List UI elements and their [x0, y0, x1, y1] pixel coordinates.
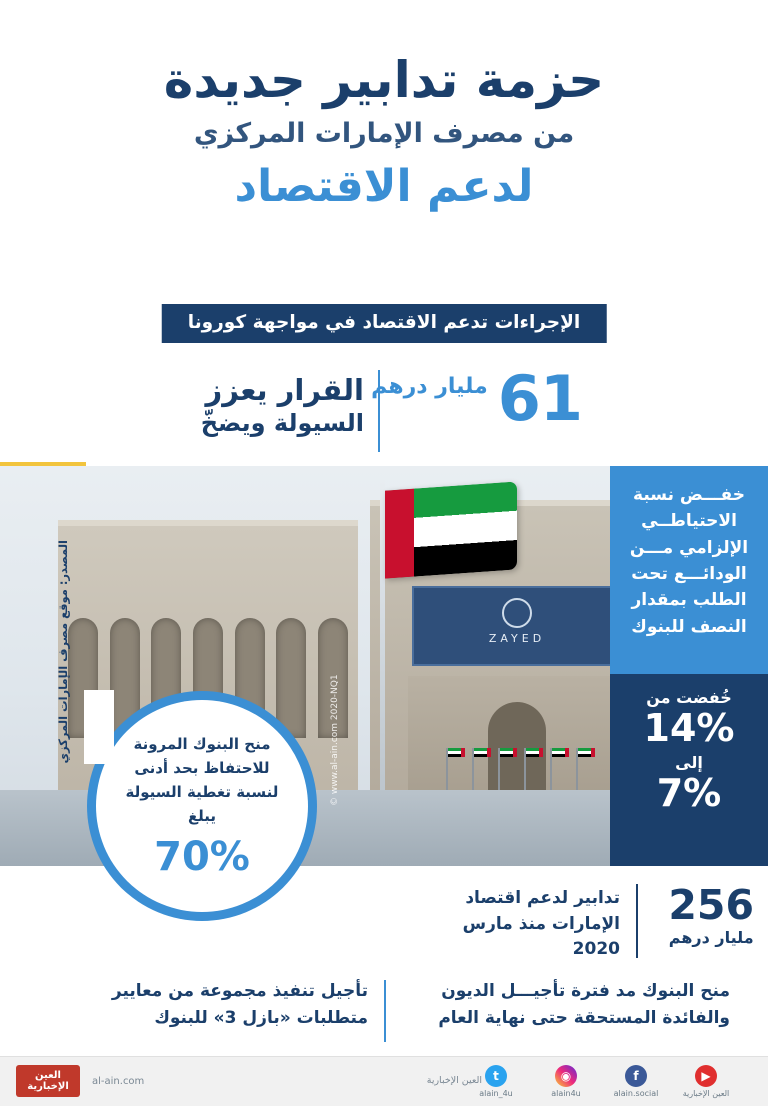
social-handle: alain_4u	[479, 1089, 513, 1098]
brand-logo: العين الإخبارية	[16, 1065, 80, 1097]
highlight-61-line1: القرار يعزز	[205, 373, 364, 407]
highlight-61-row	[0, 362, 768, 458]
highlight-61-number: 61	[497, 362, 582, 435]
highlight-61-statement	[201, 374, 364, 438]
emblem-icon	[502, 598, 532, 628]
highlight-61-value-group	[371, 362, 582, 435]
facebook-icon: f	[625, 1065, 647, 1087]
highlight-61-unit: مليار درهم	[371, 374, 488, 399]
social-handle: alain.social	[613, 1089, 659, 1098]
social-facebook[interactable]	[608, 1065, 664, 1098]
reserve-ratio-values	[610, 674, 768, 866]
arch	[276, 618, 306, 738]
liquidity-coverage-donut	[96, 700, 308, 912]
liquidity-coverage-value: 70%	[154, 834, 250, 880]
stat-256-value-group	[668, 881, 754, 948]
twitter-icon: t	[485, 1065, 507, 1087]
reserve-ratio-description: خفـــض نسبة الاحتياطــي الإلزامي مـــن الودائـــع تحت الطلب بمقدار النصف للبنوك	[629, 485, 749, 637]
social-handle: العين الإخبارية	[682, 1089, 730, 1098]
bottom-measures	[30, 978, 738, 1060]
social-instagram[interactable]	[538, 1065, 594, 1098]
building-sign-block	[412, 586, 622, 666]
reduced-to-value: 7%	[656, 770, 722, 815]
watermark-text: © www.al-ain.com 2020-NQ1	[330, 674, 340, 806]
highlight-61-line2: السيولة ويضخّ	[200, 409, 364, 438]
donut-gap	[84, 690, 114, 764]
page-title-accent: لدعم الاقتصاد	[234, 160, 534, 212]
page-subtitle: من مصرف الإمارات المركزي	[193, 117, 575, 149]
divider	[384, 980, 386, 1042]
banner-strip: الإجراءات تدعم الاقتصاد في مواجهة كورونا	[162, 304, 607, 343]
uae-flag-icon	[385, 481, 517, 578]
social-youtube[interactable]	[678, 1065, 734, 1098]
stat-256-row	[328, 881, 768, 962]
social-handle: alain4u	[551, 1089, 581, 1098]
building-sign-text: ZAYED	[488, 632, 546, 645]
arch	[110, 618, 140, 738]
stat-256-number: 256	[668, 881, 754, 929]
page-title: حزمة تدابير جديدة	[163, 51, 605, 109]
footer-url[interactable]: al-ain.com	[92, 1076, 145, 1087]
divider	[636, 884, 638, 958]
instagram-icon: ◉	[555, 1065, 577, 1087]
header	[0, 52, 768, 212]
reduced-from-value: 14%	[643, 706, 735, 750]
reduced-from-label: خُفضت من	[646, 688, 732, 707]
source-credit: المصدر: موقع مصرف الإمارات المركزي	[56, 540, 70, 764]
footer	[0, 1056, 768, 1106]
reduced-to-label: إلى	[675, 752, 703, 772]
social-links	[468, 1065, 734, 1098]
reserve-ratio-panel	[610, 466, 768, 866]
youtube-icon: ▶	[695, 1065, 717, 1087]
bottom-measure-1: منح البنوك مد فترة تأجيـــل الديون والفائدة المستحقة حتى نهاية العام	[438, 981, 730, 1029]
liquidity-coverage-text: منح البنوك المرونة للاحتفاظ بحد أدنى لنسبة تغطية السيولة يبلغ	[125, 735, 279, 825]
stat-256-text: تدابير لدعم اقتصاد الإمارات منذ مارس 2020	[462, 888, 620, 959]
stat-256-unit: مليار درهم	[668, 928, 754, 948]
footer-note: العين الإخبارية	[426, 1075, 482, 1086]
bottom-measure-2: تأجيل تنفيذ مجموعة من معايير متطلبات «بازل 3» للبنوك	[111, 981, 368, 1029]
